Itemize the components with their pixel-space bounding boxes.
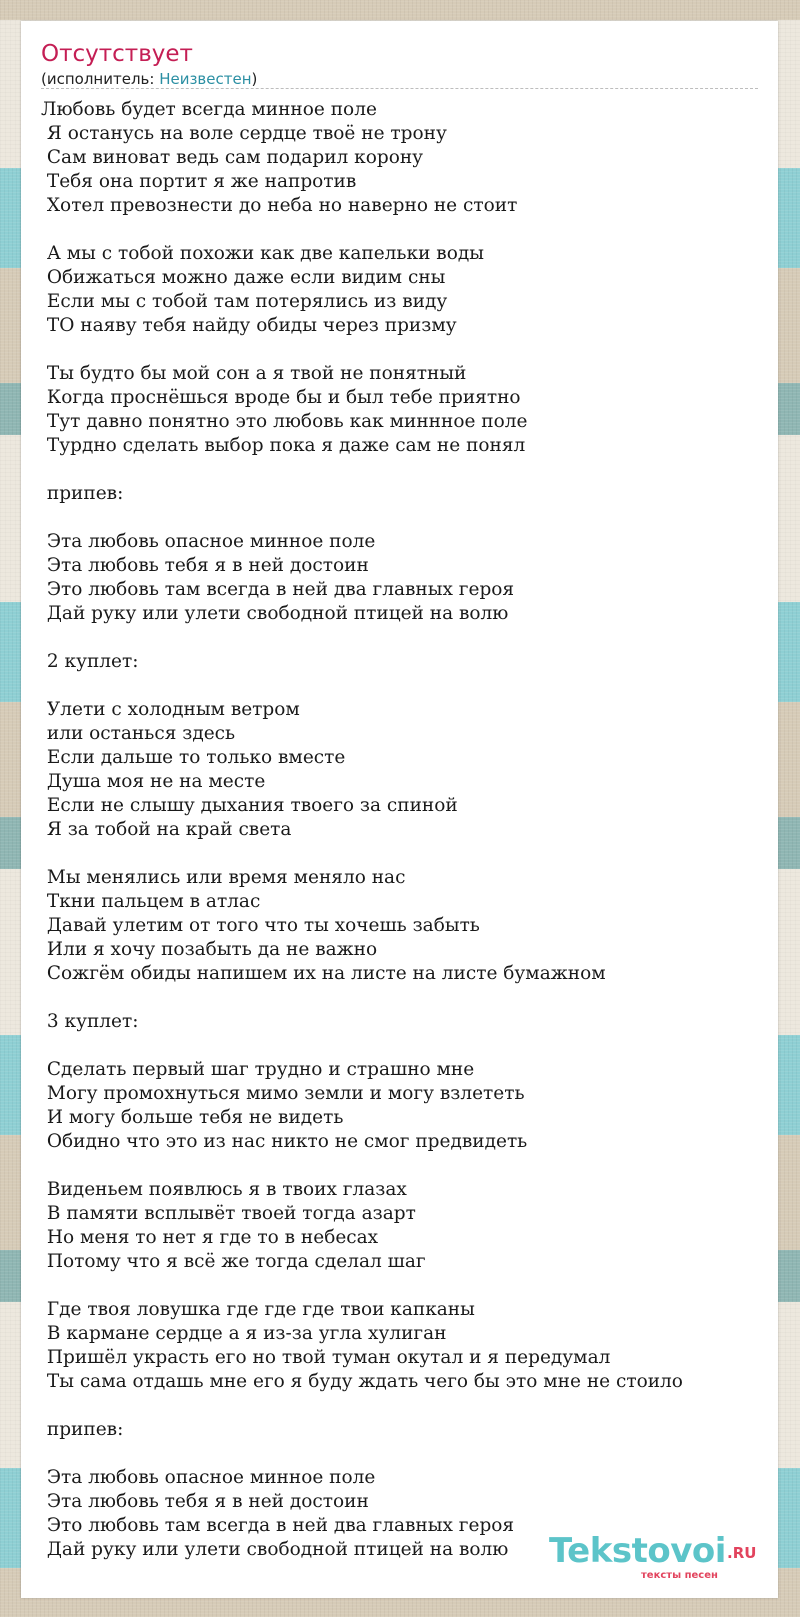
watermark-tld: .RU: [727, 1544, 757, 1562]
song-title: Отсутствует: [41, 41, 193, 67]
artist-suffix: ): [251, 70, 258, 88]
lyrics-text: Любовь будет всегда минное поле Я останусь на воле сердце твоё не трону Сам виноват ведь сам подарил корону Тебя она портит я же напротив Хотел превознести до неба но наверно не стоит А мы с тобой похожи как две капельки воды Обижаться можно даже если видим сны Если мы с тобой там потерялись из виду ТО наяву тебя найду обиды через призму Ты будто бы мой сон а я твой не понятный Когда проснёшься вроде бы и был тебе приятно Тут давно понятно это любовь как миннное поле Турдно сделать выбор пока я даже сам не понял припев: Эта любовь опасное минное поле Эта любовь тебя я в ней достоин Это любовь там всегда в ней два главных героя Дай руку или улети свободной птицей на волю 2 куплет: Улети с холодным ветром или останься здесь Если дальше то только вместе Душа моя не на месте Если не слышу дыхания твоего за спиной Я за тобой на край света Мы менялись или время меняло нас Ткни пальцем в атлас Давай улетим от того что ты хочешь забыть Или я хочу позабыть да не важно Сожгём обиды напишем их на листе на листе бумажном 3 куплет: Сделать первый шаг трудно и страшно мне Могу промохнуться мимо земли и могу взлететь И могу больше тебя не видеть Обидно что это из нас никто не смог предвидеть Виденьем появлюсь я в твоих глазах В памяти всплывёт твоей тогда азарт Но меня то нет я где то в небесах Потому что я всё же тогда сделал шаг Где твоя ловушка где где где твои капканы В кармане сердце а я из-за угла хулиган Пришёл украсть его но твой туман окутал и я передумал Ты сама отдашь мне его я буду ждать чего бы это мне не стоило припев: Эта любовь опасное минное поле Эта любовь тебя я в ней достоин Это любовь там всегда в ней два главных героя Дай руку или улети свободной птицей на волю: [41, 99, 683, 1560]
watermark-brand: Tekstovoi: [549, 1531, 726, 1571]
artist-link[interactable]: Неизвестен: [159, 70, 252, 88]
artist-prefix: (исполнитель:: [41, 70, 160, 88]
lyrics-card: [21, 21, 778, 1598]
artist-line: [41, 69, 257, 89]
site-watermark: [549, 1530, 779, 1590]
header-divider: [41, 88, 758, 89]
watermark-tagline: тексты песен: [641, 1570, 718, 1581]
